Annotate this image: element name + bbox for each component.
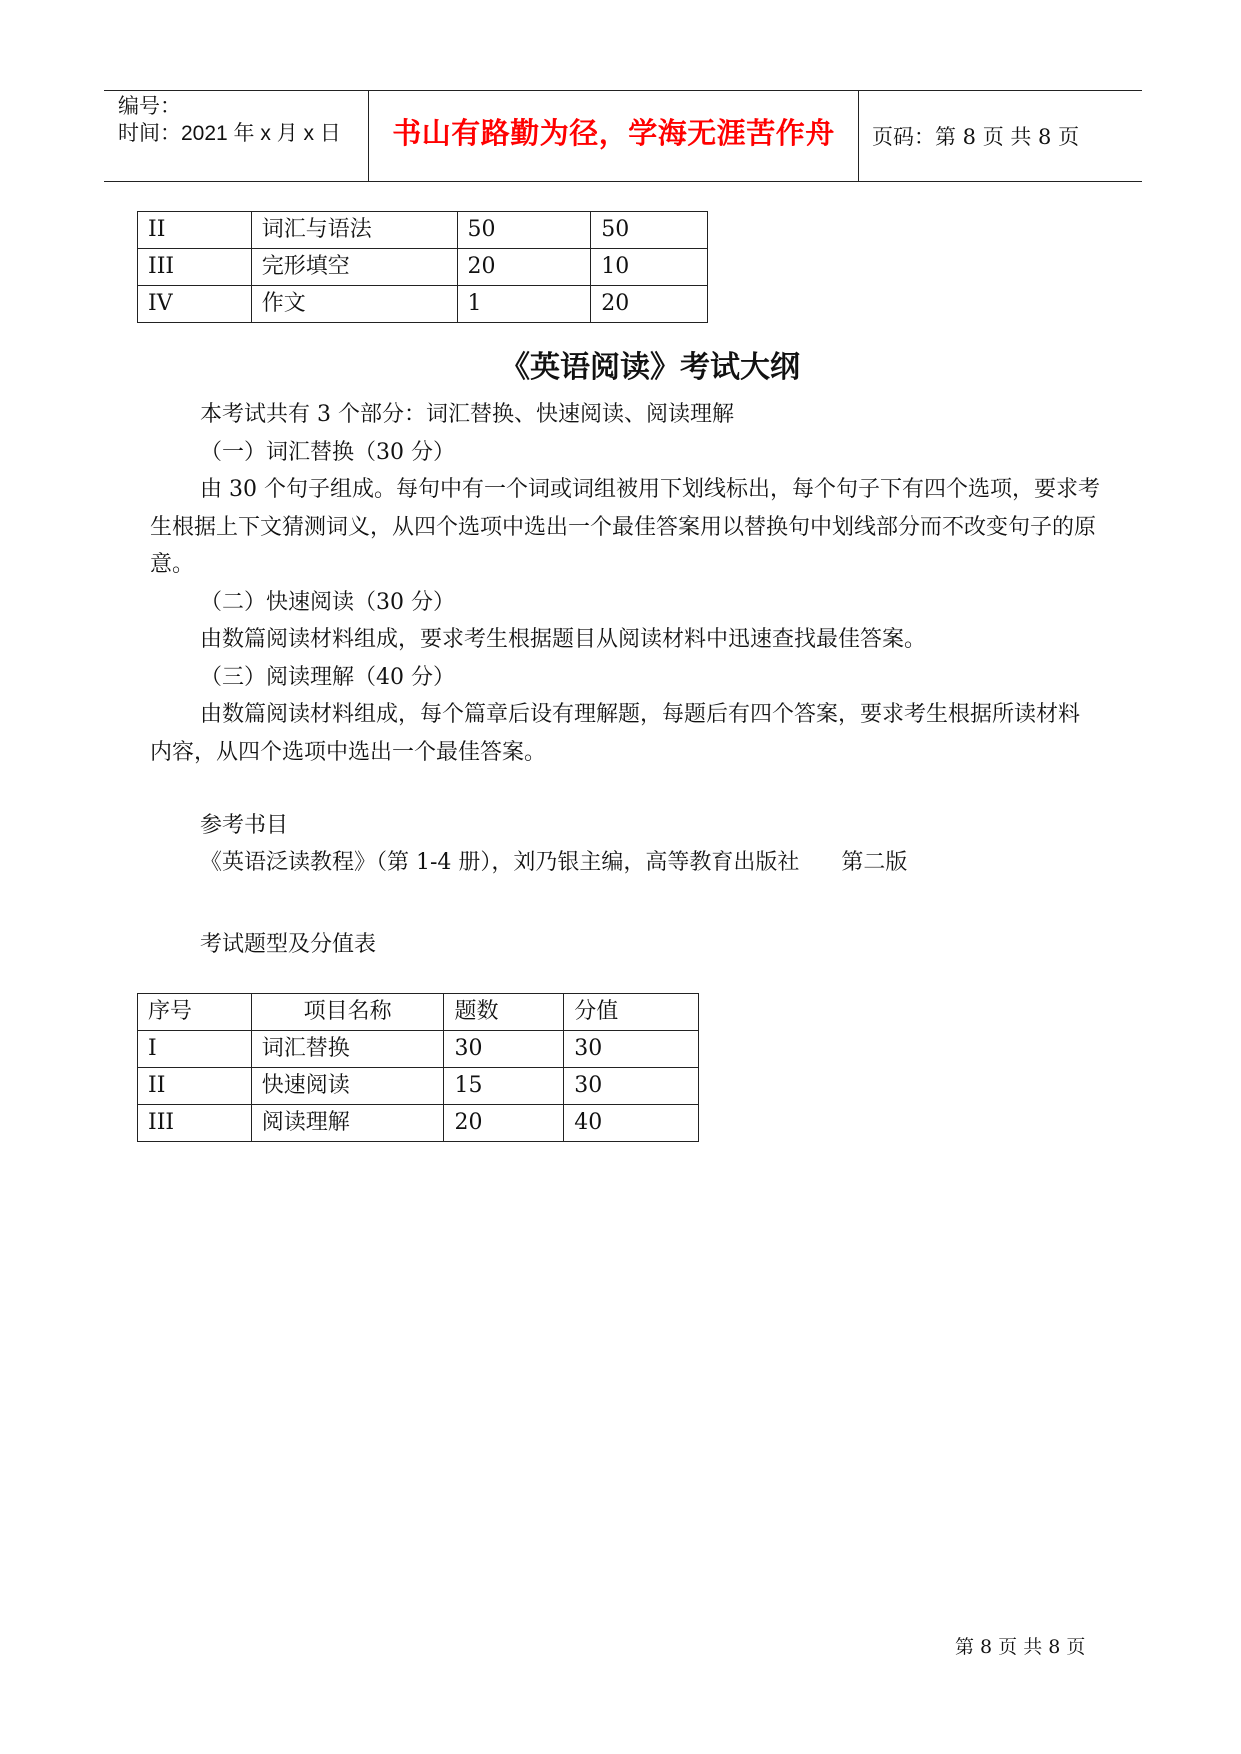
header-divider xyxy=(858,91,859,181)
table-cell: 20 xyxy=(444,1105,564,1142)
table-cell: 1 xyxy=(457,286,591,323)
table-cell: 50 xyxy=(591,212,708,249)
table-header-row xyxy=(138,994,699,1031)
table-cell: II xyxy=(138,1068,252,1105)
exam-score-table xyxy=(137,993,699,1142)
table-cell: 快速阅读 xyxy=(251,1068,444,1105)
table-cell: 作文 xyxy=(251,286,457,323)
table-cell: 完形填空 xyxy=(251,249,457,286)
table-row xyxy=(138,1105,699,1142)
table-cell: 15 xyxy=(444,1068,564,1105)
exam-score-table-continued xyxy=(137,211,708,323)
table-cell: 20 xyxy=(591,286,708,323)
table-row xyxy=(138,212,708,249)
document-title: 《英语阅读》考试大纲 xyxy=(500,350,800,385)
table-header-cell: 分值 xyxy=(564,994,699,1031)
number-label: 编号： xyxy=(118,95,181,118)
table-row xyxy=(138,286,708,323)
section-heading: （三）阅读理解（40 分） xyxy=(200,664,455,690)
header-meta xyxy=(118,93,341,147)
header-page-label: 页码：第 8 页 共 8 页 xyxy=(872,125,1080,149)
document-body xyxy=(150,396,1100,771)
table-caption: 考试题型及分值表 xyxy=(200,932,377,957)
table-cell: I xyxy=(138,1031,252,1068)
table-cell: 词汇替换 xyxy=(251,1031,444,1068)
table-cell: III xyxy=(138,1105,252,1142)
table-cell: 10 xyxy=(591,249,708,286)
table-header-cell: 序号 xyxy=(138,994,252,1031)
page-header xyxy=(104,90,1142,182)
paragraph: 由 30 个句子组成。每句中有一个词或词组被用下划线标出，每个句子下有四个选项，要求考生根据上下文猜测词义，从四个选项中选出一个最佳答案用以替换句中划线部分而不改变句子的原意。 xyxy=(150,477,1100,577)
section-heading: （一）词汇替换（30 分） xyxy=(200,439,455,465)
reference-book: 《英语泛读教程》（第 1-4 册），刘乃银主编，高等教育出版社 第二版 xyxy=(200,850,908,875)
paragraph: 由数篇阅读材料组成，要求考生根据题目从阅读材料中迅速查找最佳答案。 xyxy=(200,627,927,652)
table-cell: 词汇与语法 xyxy=(251,212,457,249)
table-row xyxy=(138,1031,699,1068)
table-cell: III xyxy=(138,249,252,286)
time-label: 时间：2021 年 x 月 x 日 xyxy=(118,122,341,145)
table-cell: 50 xyxy=(457,212,591,249)
paragraph: 本考试共有 3 个部分：词汇替换、快速阅读、阅读理解 xyxy=(200,402,734,427)
section-heading: （二）快速阅读（30 分） xyxy=(200,589,455,615)
table-row xyxy=(138,249,708,286)
table-cell: 40 xyxy=(564,1105,699,1142)
table-cell: 30 xyxy=(564,1031,699,1068)
table-cell: 20 xyxy=(457,249,591,286)
table-cell: 30 xyxy=(564,1068,699,1105)
paragraph: 由数篇阅读材料组成，每个篇章后设有理解题，每题后有四个答案，要求考生根据所读材料内容，从四个选项中选出一个最佳答案。 xyxy=(150,702,1081,765)
table-cell: 阅读理解 xyxy=(251,1105,444,1142)
table-cell: II xyxy=(138,212,252,249)
table-header-cell: 项目名称 xyxy=(251,994,444,1031)
table-cell: 30 xyxy=(444,1031,564,1068)
table-row xyxy=(138,1068,699,1105)
header-motto: 书山有路勤为径，学海无涯苦作舟 xyxy=(392,116,835,150)
page-footer: 第 8 页 共 8 页 xyxy=(955,1636,1086,1658)
table-header-cell: 题数 xyxy=(444,994,564,1031)
reference-heading: 参考书目 xyxy=(200,813,289,838)
table-cell: IV xyxy=(138,286,252,323)
